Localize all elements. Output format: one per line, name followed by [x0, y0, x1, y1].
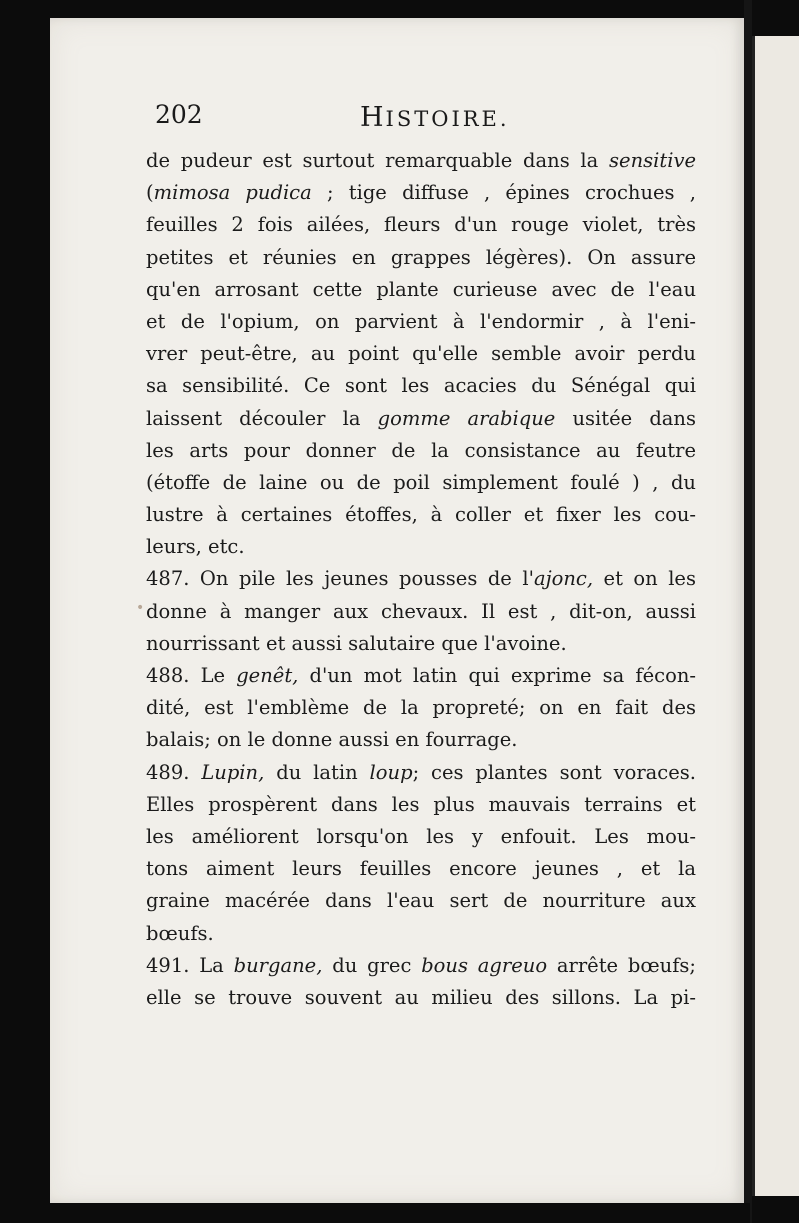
text-run: arrête bœufs; [547, 953, 696, 977]
text-line [146, 563, 696, 595]
book-gutter [744, 0, 752, 1223]
text-run: 487. On pile les jeunes pousses de l' [146, 567, 534, 591]
text-run: tons aiment leurs feuilles encore jeunes , et la [146, 857, 696, 881]
text-line [146, 209, 696, 241]
text-run: vrer peut-être, au point qu'elle semble avoir perdu [146, 342, 696, 366]
margin-mark: • [136, 600, 145, 616]
text-run: donne à manger aux chevaux. Il est , dit-on, aussi [146, 599, 696, 623]
text-line [146, 370, 696, 402]
text-run: ; ces plantes sont voraces. [412, 760, 696, 784]
text-line [146, 596, 696, 628]
text-run: laissent découler la [146, 406, 378, 430]
text-run: de pudeur est surtout remarquable dans la [146, 149, 610, 172]
text-run: et on les [593, 567, 696, 591]
text-line [146, 531, 696, 563]
text-line [146, 242, 696, 274]
text-run: d'un mot latin qui exprime sa fécon- [298, 664, 696, 687]
text-line [146, 821, 696, 853]
italic-text-run: genêt, [236, 664, 299, 687]
text-run: balais; on le donne aussi en fourrage. [146, 728, 518, 752]
text-line [146, 145, 696, 177]
text-run: les arts pour donner de la consistance au feutre [146, 438, 696, 462]
italic-text-run: Lupin, [201, 760, 265, 784]
page-header [155, 100, 700, 140]
text-line [146, 177, 696, 209]
text-line [146, 499, 696, 531]
italic-text-run: sensitive [609, 149, 696, 172]
italic-text-run: ajonc, [533, 567, 594, 591]
text-line [146, 660, 696, 692]
page-bottom-shadow [40, 1203, 750, 1223]
text-run: lustre à certaines étoffes, à coller et fixer les cou- [146, 503, 696, 527]
text-line [146, 982, 696, 1014]
text-run: 488. Le [146, 664, 237, 687]
page-number: 202 [155, 100, 203, 129]
text-line [146, 435, 696, 467]
text-line [146, 628, 696, 660]
text-run: Elles prospèrent dans les plus mauvais terrains et [146, 792, 696, 816]
italic-text-run: gomme arabique [377, 406, 556, 430]
italic-text-run: burgane, [233, 953, 323, 977]
text-line [146, 403, 696, 435]
text-line [146, 853, 696, 885]
text-run: du grec [322, 953, 422, 977]
text-run: les améliorent lorsqu'on les y enfouit. Les mou- [146, 824, 696, 848]
italic-text-run: bous agreuo [421, 953, 548, 977]
italic-text-run: loup [369, 760, 413, 784]
text-run: ( [146, 181, 154, 205]
text-line [146, 692, 696, 724]
text-line [146, 338, 696, 370]
italic-text-run: mimosa pudica [153, 181, 312, 205]
text-run: du latin [264, 760, 370, 784]
text-line [146, 467, 696, 499]
text-line [146, 950, 696, 982]
running-title-initial: H [360, 102, 386, 133]
text-run: feuilles 2 fois ailées, fleurs d'un rouge violet, très [146, 213, 696, 237]
running-title-rest: ISTOIRE. [385, 107, 510, 131]
text-run: (étoffe de laine ou de poil simplement foulé ) , du [146, 470, 696, 494]
text-run: leurs, etc. [146, 535, 245, 559]
text-run: 489. [146, 760, 202, 784]
text-run: 491. La [146, 953, 234, 977]
adjacent-page-edge [752, 36, 799, 1196]
text-line [146, 306, 696, 338]
text-line [146, 724, 696, 756]
text-run: graine macérée dans l'eau sert de nourriture aux [146, 889, 696, 913]
text-line [146, 789, 696, 821]
text-run: usitée dans [555, 406, 696, 430]
text-run: qu'en arrosant cette plante curieuse avec de l'eau [146, 277, 696, 301]
text-line [146, 885, 696, 917]
text-run: nourrissant et aussi salutaire que l'avoine. [146, 631, 567, 655]
text-run: ; tige diffuse , épines crochues , [311, 181, 696, 205]
text-run: dité, est l'emblème de la propreté; on en fait des [146, 696, 696, 720]
text-line [146, 274, 696, 306]
text-run: et de l'opium, on parvient à l'endormir , à l'eni- [146, 309, 696, 333]
body-text [146, 145, 696, 1014]
text-run: bœufs. [146, 921, 214, 945]
text-run: petites et réunies en grappes légères). On assure [146, 245, 696, 269]
text-line [146, 757, 696, 789]
running-title [360, 102, 510, 133]
text-line [146, 918, 696, 950]
text-run: sa sensibilité. Ce sont les acacies du Sénégal qui [146, 374, 696, 398]
text-run: elle se trouve souvent au milieu des sillons. La pi- [146, 985, 696, 1009]
